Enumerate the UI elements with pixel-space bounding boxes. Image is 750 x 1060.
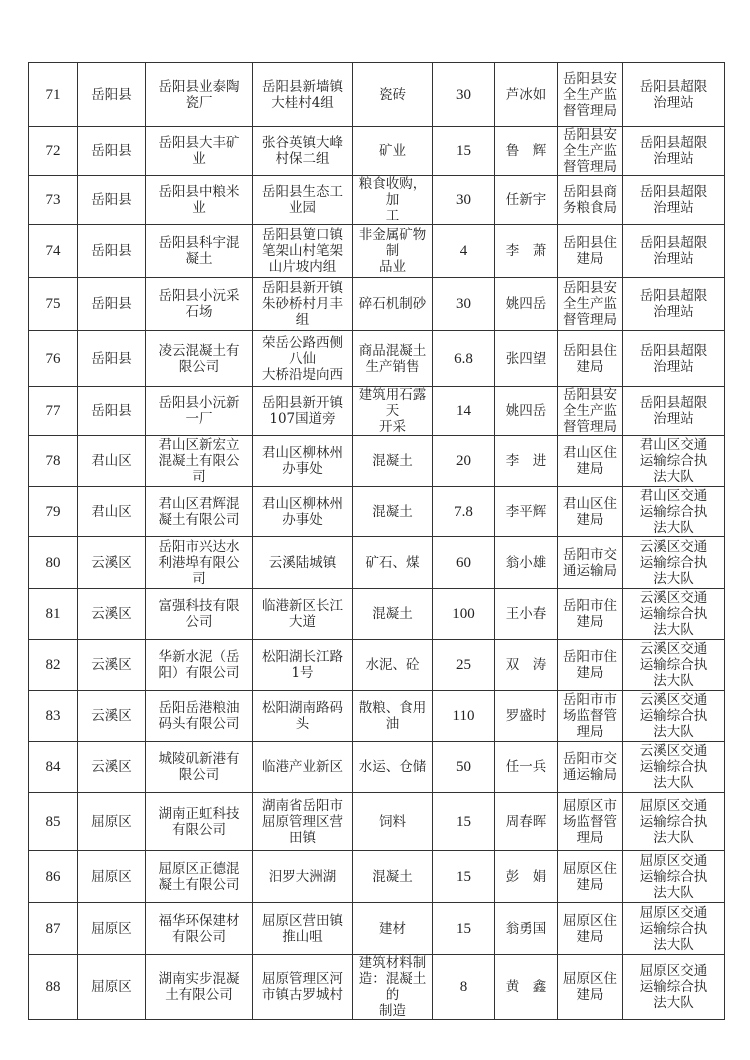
row-number: 88 (29, 955, 78, 1020)
contact-person-cell: 李 进 (495, 436, 558, 487)
company-name-cell: 岳阳县小沅采 石场 (146, 278, 253, 331)
authority-cell: 屈原区住 建局 (558, 851, 623, 903)
amount-cell: 25 (433, 640, 495, 691)
area-cell: 岳阳县 (78, 387, 146, 436)
table-row (29, 127, 725, 176)
company-name-cell: 岳阳县小沅新 一厂 (146, 387, 253, 436)
contact-person-cell: 鲁 辉 (495, 127, 558, 176)
area-cell: 屈原区 (78, 851, 146, 903)
industry-cell: 建筑材料制 造：混凝土的 制造 (353, 955, 433, 1020)
table-row (29, 176, 725, 225)
address-cell: 张谷英镇大峰 村保二组 (253, 127, 353, 176)
area-cell: 屈原区 (78, 903, 146, 955)
row-number: 76 (29, 331, 78, 387)
row-number: 84 (29, 742, 78, 793)
row-number: 71 (29, 63, 78, 127)
row-number: 81 (29, 589, 78, 640)
table-row (29, 640, 725, 691)
contact-person-cell: 黄 鑫 (495, 955, 558, 1020)
table-row (29, 537, 725, 589)
address-cell: 岳阳县筻口镇 笔架山村笔架 山片坡内组 (253, 225, 353, 278)
company-name-cell: 岳阳县科宇混 凝土 (146, 225, 253, 278)
area-cell: 岳阳县 (78, 331, 146, 387)
industry-cell: 建材 (353, 903, 433, 955)
amount-cell: 50 (433, 742, 495, 793)
enforcement-unit-cell: 岳阳县超限 治理站 (623, 331, 725, 387)
company-name-cell: 湖南实步混凝 土有限公司 (146, 955, 253, 1020)
contact-person-cell: 芦冰如 (495, 63, 558, 127)
enforcement-unit-cell: 君山区交通 运输综合执 法大队 (623, 436, 725, 487)
authority-cell: 屈原区住 建局 (558, 903, 623, 955)
table-row (29, 487, 725, 537)
industry-cell: 混凝土 (353, 589, 433, 640)
area-cell: 君山区 (78, 487, 146, 537)
area-cell: 云溪区 (78, 640, 146, 691)
industry-cell: 混凝土 (353, 487, 433, 537)
company-name-cell: 城陵矶新港有 限公司 (146, 742, 253, 793)
authority-cell: 君山区住 建局 (558, 436, 623, 487)
table-row (29, 851, 725, 903)
area-cell: 屈原区 (78, 793, 146, 851)
amount-cell: 110 (433, 691, 495, 742)
row-number: 85 (29, 793, 78, 851)
row-number: 73 (29, 176, 78, 225)
row-number: 80 (29, 537, 78, 589)
industry-cell: 水运、仓储 (353, 742, 433, 793)
enforcement-unit-cell: 屈原区交通 运输综合执 法大队 (623, 793, 725, 851)
area-cell: 云溪区 (78, 691, 146, 742)
enforcement-unit-cell: 云溪区交通 运输综合执 法大队 (623, 537, 725, 589)
address-cell: 君山区柳林州 办事处 (253, 436, 353, 487)
amount-cell: 20 (433, 436, 495, 487)
authority-cell: 岳阳县安 全生产监 督管理局 (558, 63, 623, 127)
table-row (29, 63, 725, 127)
row-number: 75 (29, 278, 78, 331)
enforcement-unit-cell: 云溪区交通 运输综合执 法大队 (623, 691, 725, 742)
address-cell: 岳阳县新墙镇 大桂村4组 (253, 63, 353, 127)
contact-person-cell: 罗盛时 (495, 691, 558, 742)
address-cell: 湖南省岳阳市 屈原管理区营 田镇 (253, 793, 353, 851)
amount-cell: 15 (433, 851, 495, 903)
area-cell: 云溪区 (78, 742, 146, 793)
enforcement-unit-cell: 云溪区交通 运输综合执 法大队 (623, 640, 725, 691)
area-cell: 云溪区 (78, 589, 146, 640)
amount-cell: 14 (433, 387, 495, 436)
industry-cell: 非金属矿物制 品业 (353, 225, 433, 278)
row-number: 87 (29, 903, 78, 955)
table-row (29, 278, 725, 331)
authority-cell: 岳阳市市 场监督管 理局 (558, 691, 623, 742)
area-cell: 岳阳县 (78, 176, 146, 225)
enforcement-unit-cell: 岳阳县超限 治理站 (623, 225, 725, 278)
address-cell: 云溪陆城镇 (253, 537, 353, 589)
authority-cell: 君山区住 建局 (558, 487, 623, 537)
contact-person-cell: 任新宇 (495, 176, 558, 225)
company-name-cell: 福华环保建材 有限公司 (146, 903, 253, 955)
row-number: 77 (29, 387, 78, 436)
company-name-cell: 君山区君辉混 凝土有限公司 (146, 487, 253, 537)
row-number: 72 (29, 127, 78, 176)
address-cell: 汨罗大洲湖 (253, 851, 353, 903)
table-row (29, 793, 725, 851)
contact-person-cell: 周春晖 (495, 793, 558, 851)
row-number: 78 (29, 436, 78, 487)
amount-cell: 30 (433, 278, 495, 331)
table-row (29, 225, 725, 278)
authority-cell: 岳阳县安 全生产监 督管理局 (558, 387, 623, 436)
authority-cell: 岳阳市住 建局 (558, 589, 623, 640)
industry-cell: 商品混凝土 生产销售 (353, 331, 433, 387)
enforcement-unit-cell: 云溪区交通 运输综合执 法大队 (623, 589, 725, 640)
amount-cell: 7.8 (433, 487, 495, 537)
address-cell: 岳阳县新开镇 107国道旁 (253, 387, 353, 436)
table-row (29, 387, 725, 436)
industry-cell: 粮食收购，加 工 (353, 176, 433, 225)
industry-cell: 碎石机制砂 (353, 278, 433, 331)
company-name-cell: 岳阳岳港粮油 码头有限公司 (146, 691, 253, 742)
table-row (29, 436, 725, 487)
company-name-cell: 岳阳市兴达水 利港埠有限公 司 (146, 537, 253, 589)
industry-cell: 混凝土 (353, 436, 433, 487)
company-name-cell: 富强科技有限 公司 (146, 589, 253, 640)
enforcement-unit-cell: 屈原区交通 运输综合执 法大队 (623, 903, 725, 955)
industry-cell: 矿业 (353, 127, 433, 176)
enforcement-unit-cell: 岳阳县超限 治理站 (623, 63, 725, 127)
company-name-cell: 凌云混凝土有 限公司 (146, 331, 253, 387)
contact-person-cell: 翁勇国 (495, 903, 558, 955)
address-cell: 临港新区长江 大道 (253, 589, 353, 640)
industry-cell: 散粮、食用油 (353, 691, 433, 742)
row-number: 79 (29, 487, 78, 537)
area-cell: 岳阳县 (78, 63, 146, 127)
address-cell: 松阳湖长江路 1号 (253, 640, 353, 691)
area-cell: 君山区 (78, 436, 146, 487)
authority-cell: 岳阳县住 建局 (558, 225, 623, 278)
company-name-cell: 君山区新宏立 混凝土有限公 司 (146, 436, 253, 487)
contact-person-cell: 张四望 (495, 331, 558, 387)
authority-cell: 岳阳市交 通运输局 (558, 742, 623, 793)
row-number: 82 (29, 640, 78, 691)
enforcement-unit-cell: 屈原区交通 运输综合执 法大队 (623, 955, 725, 1020)
contact-person-cell: 李平辉 (495, 487, 558, 537)
contact-person-cell: 李 萧 (495, 225, 558, 278)
enforcement-unit-cell: 岳阳县超限 治理站 (623, 176, 725, 225)
enforcement-unit-cell: 云溪区交通 运输综合执 法大队 (623, 742, 725, 793)
contact-person-cell: 翁小雄 (495, 537, 558, 589)
industry-cell: 混凝土 (353, 851, 433, 903)
company-name-cell: 湖南正虹科技 有限公司 (146, 793, 253, 851)
amount-cell: 6.8 (433, 331, 495, 387)
industry-cell: 建筑用石露天 开采 (353, 387, 433, 436)
area-cell: 云溪区 (78, 537, 146, 589)
authority-cell: 屈原区住 建局 (558, 955, 623, 1020)
row-number: 86 (29, 851, 78, 903)
amount-cell: 100 (433, 589, 495, 640)
contact-person-cell: 姚四岳 (495, 278, 558, 331)
area-cell: 岳阳县 (78, 225, 146, 278)
industry-cell: 矿石、煤 (353, 537, 433, 589)
industry-cell: 瓷砖 (353, 63, 433, 127)
area-cell: 岳阳县 (78, 127, 146, 176)
authority-cell: 岳阳市交 通运输局 (558, 537, 623, 589)
contact-person-cell: 双 涛 (495, 640, 558, 691)
address-cell: 屈原区营田镇 推山咀 (253, 903, 353, 955)
enterprise-table (28, 62, 725, 1020)
company-name-cell: 岳阳县中粮米 业 (146, 176, 253, 225)
enforcement-unit-cell: 君山区交通 运输综合执 法大队 (623, 487, 725, 537)
amount-cell: 60 (433, 537, 495, 589)
enforcement-unit-cell: 岳阳县超限 治理站 (623, 127, 725, 176)
contact-person-cell: 任一兵 (495, 742, 558, 793)
industry-cell: 水泥、砼 (353, 640, 433, 691)
table-row (29, 955, 725, 1020)
authority-cell: 岳阳县安 全生产监 督管理局 (558, 127, 623, 176)
amount-cell: 8 (433, 955, 495, 1020)
address-cell: 岳阳县生态工 业园 (253, 176, 353, 225)
address-cell: 荣岳公路西侧 八仙 大桥沿堤向西 (253, 331, 353, 387)
amount-cell: 30 (433, 63, 495, 127)
company-name-cell: 华新水泥（岳 阳）有限公司 (146, 640, 253, 691)
table-row (29, 742, 725, 793)
amount-cell: 15 (433, 127, 495, 176)
area-cell: 屈原区 (78, 955, 146, 1020)
company-name-cell: 岳阳县业泰陶 瓷厂 (146, 63, 253, 127)
address-cell: 临港产业新区 (253, 742, 353, 793)
enforcement-unit-cell: 岳阳县超限 治理站 (623, 387, 725, 436)
address-cell: 岳阳县新开镇 朱砂桥村月丰 组 (253, 278, 353, 331)
industry-cell: 饲料 (353, 793, 433, 851)
address-cell: 君山区柳林州 办事处 (253, 487, 353, 537)
authority-cell: 岳阳市住 建局 (558, 640, 623, 691)
row-number: 74 (29, 225, 78, 278)
table-row (29, 903, 725, 955)
table-row (29, 589, 725, 640)
amount-cell: 15 (433, 903, 495, 955)
table-row (29, 331, 725, 387)
authority-cell: 屈原区市 场监督管 理局 (558, 793, 623, 851)
contact-person-cell: 姚四岳 (495, 387, 558, 436)
amount-cell: 4 (433, 225, 495, 278)
amount-cell: 15 (433, 793, 495, 851)
authority-cell: 岳阳县安 全生产监 督管理局 (558, 278, 623, 331)
enforcement-unit-cell: 屈原区交通 运输综合执 法大队 (623, 851, 725, 903)
address-cell: 松阳湖南路码 头 (253, 691, 353, 742)
contact-person-cell: 王小春 (495, 589, 558, 640)
row-number: 83 (29, 691, 78, 742)
amount-cell: 30 (433, 176, 495, 225)
area-cell: 岳阳县 (78, 278, 146, 331)
enforcement-unit-cell: 岳阳县超限 治理站 (623, 278, 725, 331)
address-cell: 屈原管理区河 市镇古罗城村 (253, 955, 353, 1020)
authority-cell: 岳阳县住 建局 (558, 331, 623, 387)
company-name-cell: 屈原区正德混 凝土有限公司 (146, 851, 253, 903)
table-row (29, 691, 725, 742)
contact-person-cell: 彭 娟 (495, 851, 558, 903)
authority-cell: 岳阳县商 务粮食局 (558, 176, 623, 225)
company-name-cell: 岳阳县大丰矿 业 (146, 127, 253, 176)
